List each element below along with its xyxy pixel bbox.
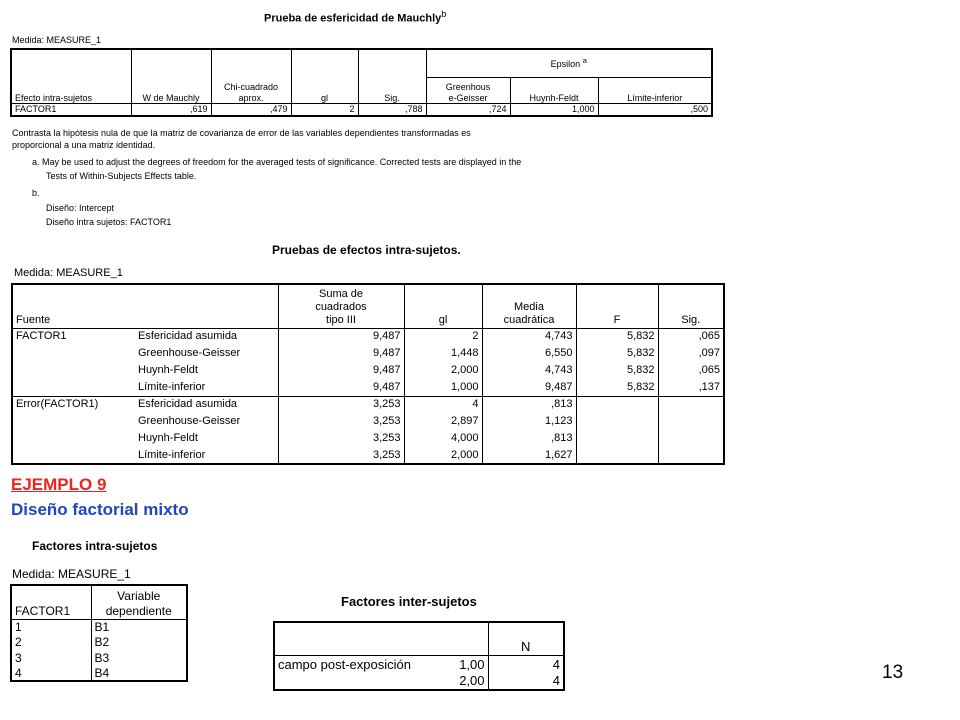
cell <box>576 447 658 464</box>
page-number: 13 <box>882 662 904 683</box>
cell: 9,487 <box>278 379 404 396</box>
mauchly-col-li: Límite-inferior <box>627 92 683 103</box>
cell: 3 <box>11 650 91 666</box>
cell <box>274 673 424 691</box>
cell: ,813 <box>482 430 576 447</box>
cell: B1 <box>94 620 110 634</box>
mauchly-col-w: W de Mauchly <box>131 49 211 103</box>
cell <box>658 413 724 430</box>
intra-tests-title: Pruebas de efectos intra-sujetos. <box>272 243 461 257</box>
correction-cell: Límite-inferior <box>135 447 278 464</box>
factores-inter-title: Factores inter-sujetos <box>341 594 477 609</box>
example-subheading: Diseño factorial mixto <box>11 500 189 519</box>
table-row <box>274 673 564 691</box>
cell: B3 <box>94 650 110 665</box>
mauchly-note-b2: Diseño intra sujetos: FACTOR1 <box>46 217 172 227</box>
cell: 1,000 <box>510 103 598 116</box>
mauchly-row <box>11 103 712 116</box>
cell <box>576 396 658 413</box>
mauchly-note-2: proporcional a una matriz identidad. <box>12 140 156 150</box>
correction-cell: Huynh-Feldt <box>135 362 278 379</box>
intra-col-fuente: Fuente <box>16 313 51 326</box>
table-row <box>12 362 724 379</box>
correction-cell: Greenhouse-Geisser <box>135 413 278 430</box>
cell: 1,00 <box>424 655 488 673</box>
cell: 9,487 <box>278 328 404 345</box>
mauchly-col-sig: Sig. <box>358 49 426 103</box>
mauchly-col-epsilon: Epsilon $^a$ <box>426 49 712 77</box>
correction-cell: Huynh-Feldt <box>135 430 278 447</box>
table-row <box>12 396 724 413</box>
cell: ,065 <box>698 364 720 376</box>
cell: 2 <box>291 103 358 116</box>
mauchly-note-b: b. <box>32 188 40 198</box>
cell: 4,000 <box>404 430 482 447</box>
intra-tests-table <box>11 283 725 465</box>
table-row <box>12 328 724 345</box>
cell <box>658 430 724 447</box>
cell: 2,000 <box>404 362 482 379</box>
cell: 3,253 <box>278 413 404 430</box>
mauchly-note-a2: Tests of Within-Subjects Effects table. <box>46 171 197 181</box>
cell: 5,832 <box>576 379 658 396</box>
table-row <box>12 345 724 362</box>
source-cell: Error(FACTOR1) <box>16 398 99 411</box>
mauchly-note-b1: Diseño: Intercept <box>46 203 115 213</box>
factores-intra-table <box>10 584 188 682</box>
correction-cell: Límite-inferior <box>135 379 278 396</box>
intra-col-f: F <box>576 284 658 328</box>
cell: 4 <box>552 673 560 689</box>
intra-col-gl: gl <box>404 284 482 328</box>
cell: 1,123 <box>482 413 576 430</box>
cell: ,137 <box>698 380 720 393</box>
cell: FACTOR1 <box>11 103 131 116</box>
cell: ,788 <box>358 103 426 116</box>
table-row <box>12 447 724 464</box>
cell: 1 <box>11 619 91 635</box>
factores-intra-title: Factores intra-sujetos <box>32 539 158 553</box>
cell: 4,743 <box>482 362 576 379</box>
cell: B4 <box>94 665 110 680</box>
cell: 1,448 <box>404 345 482 362</box>
table-row <box>12 413 724 430</box>
cell: 9,487 <box>278 345 404 362</box>
cell: 5,832 <box>576 345 658 362</box>
cell: campo post-exposición <box>278 656 411 672</box>
cell: 4 <box>404 396 482 413</box>
cell: ,619 <box>131 103 211 116</box>
cell: 5,832 <box>576 362 658 379</box>
cell: 4 <box>11 666 91 682</box>
mauchly-table <box>10 48 713 117</box>
cell: ,479 <box>211 103 291 116</box>
variable-col: Variable dependiente <box>105 588 172 618</box>
cell: 9,487 <box>278 362 404 379</box>
cell: 4,743 <box>482 328 576 345</box>
cell <box>658 447 724 464</box>
cell: 2,000 <box>404 447 482 464</box>
cell: 1,000 <box>404 379 482 396</box>
table-row <box>11 666 187 682</box>
cell: ,097 <box>698 347 720 359</box>
intra-col-sig: Sig. <box>681 313 701 326</box>
factor-col: FACTOR1 <box>11 585 91 619</box>
intra-col-ms: Media cuadrática <box>482 284 576 328</box>
mauchly-note-a1: a. May be used to adjust the degrees of freedom for the averaged tests of significance. Corrected tests are displayed in the <box>32 157 522 167</box>
table-row <box>274 655 564 673</box>
cell: 2,00 <box>424 673 488 691</box>
cell: 3,253 <box>278 430 404 447</box>
mauchly-note-1: Contrasta la hipótesis nula de que la matriz de covarianza de error de las variables dependientes transformadas es <box>12 128 471 138</box>
intra-tests-medida: Medida: MEASURE_1 <box>14 267 123 279</box>
example-heading: EJEMPLO 9 <box>11 475 107 494</box>
correction-cell: Greenhouse-Geisser <box>135 345 278 362</box>
cell: ,065 <box>698 330 720 343</box>
cell: ,724 <box>426 103 510 116</box>
cell: ,813 <box>482 396 576 413</box>
cell: 6,550 <box>482 345 576 362</box>
cell: 9,487 <box>482 379 576 396</box>
mauchly-col-efecto: Efecto intra-sujetos <box>11 49 131 103</box>
table-row <box>11 650 187 666</box>
n-col: N <box>521 638 531 654</box>
cell: B2 <box>94 635 110 650</box>
table-row <box>11 635 187 651</box>
mauchly-col-chi: Chi-cuadrado aprox. <box>211 49 291 103</box>
mauchly-title: Prueba de esfericidad de Mauchly$^b$ <box>264 9 447 25</box>
cell: 2,897 <box>404 413 482 430</box>
cell <box>576 430 658 447</box>
mauchly-col-gg: Greenhous e-Geisser <box>426 77 510 103</box>
cell: ,500 <box>690 103 708 114</box>
cell: 3,253 <box>278 447 404 464</box>
cell: 2 <box>404 328 482 345</box>
factores-intra-medida: Medida: MEASURE_1 <box>12 567 131 581</box>
cell: 2 <box>11 635 91 651</box>
correction-cell: Esfericidad asumida <box>135 328 278 345</box>
mauchly-medida: Medida: MEASURE_1 <box>12 35 102 45</box>
table-row <box>12 430 724 447</box>
mauchly-col-hf: Huynh-Feldt <box>510 77 598 103</box>
table-row <box>11 619 187 635</box>
cell: 3,253 <box>278 396 404 413</box>
cell: 4 <box>552 656 560 672</box>
correction-cell: Esfericidad asumida <box>135 396 278 413</box>
factores-inter-table <box>273 621 565 691</box>
cell: 1,627 <box>482 447 576 464</box>
table-row <box>12 379 724 396</box>
source-cell: FACTOR1 <box>16 330 67 343</box>
cell <box>658 396 724 413</box>
intra-col-ss: Suma de cuadrados tipo III <box>278 284 404 328</box>
cell <box>576 413 658 430</box>
cell: 5,832 <box>576 328 658 345</box>
mauchly-col-gl: gl <box>291 49 358 103</box>
